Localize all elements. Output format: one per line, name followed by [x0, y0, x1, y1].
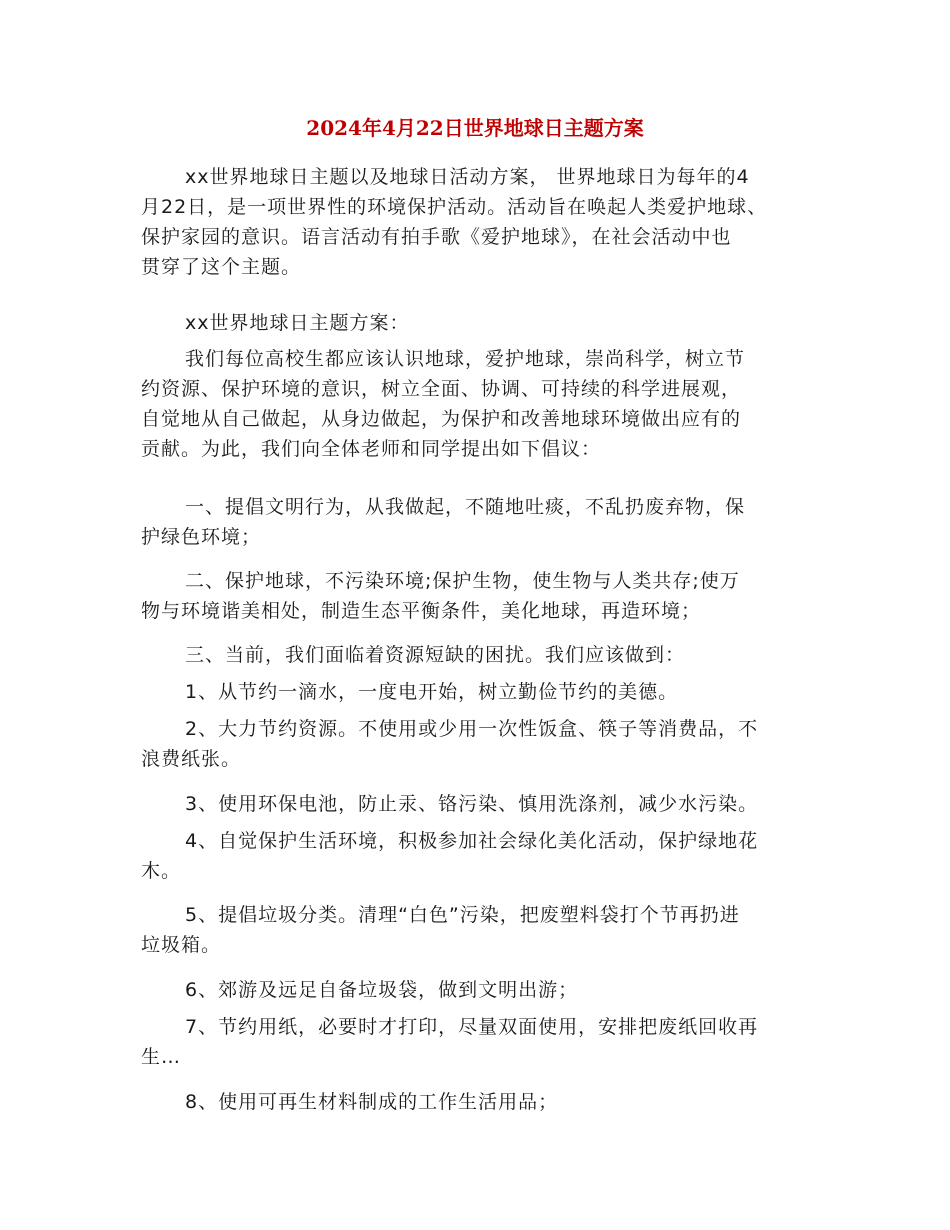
text-line: xx世界地球日主题方案： — [185, 312, 410, 334]
text-line: 6、郊游及远足自备垃圾袋，做到文明出游； — [185, 979, 579, 1001]
text-line: 三、当前，我们面临着资源短缺的困扰。我们应该做到： — [185, 644, 686, 666]
list-item-3 — [141, 789, 821, 819]
text-line: 2、大力节约资源。不使用或少用一次性饭盒、筷子等消费品，不 — [185, 718, 759, 740]
text-line: 贡献。为此，我们向全体老师和同学提出如下倡议： — [141, 438, 602, 460]
text-line: 浪费纸张。 — [141, 748, 242, 770]
list-item-6 — [141, 975, 821, 1005]
paragraph-initiative — [141, 344, 821, 464]
text-line: 8、使用可再生材料制成的工作生活用品； — [185, 1091, 559, 1113]
text-line: 3、使用环保电池，防止汞、铬污染、慎用洗涤剂，减少水污染。 — [185, 793, 759, 815]
paragraph-item-three — [141, 640, 821, 670]
text-line: 自觉地从自己做起，从身边做起，为保护和改善地球环境做出应有的 — [141, 408, 742, 430]
list-item-1 — [141, 677, 821, 707]
paragraph-item-one — [141, 492, 821, 552]
text-line: 7、节约用纸，必要时才打印，尽量双面使用，安排把废纸回收再 — [185, 1016, 759, 1038]
text-line: 约资源、保护环境的意识，树立全面、协调、可持续的科学进展观， — [141, 378, 742, 400]
list-item-2 — [141, 714, 821, 774]
text-line: 一、提倡文明行为，从我做起，不随地吐痰，不乱扔废弃物，保 — [185, 496, 746, 518]
list-item-4 — [141, 826, 821, 886]
text-line: 月22日，是一项世界性的环境保护活动。活动旨在唤起人类爱护地球、 — [141, 196, 768, 218]
text-line: 物与环境谐美相处，制造生态平衡条件，美化地球，再造环境； — [141, 600, 702, 622]
text-line: 1、从节约一滴水，一度电开始，树立勤俭节约的美德。 — [185, 681, 679, 703]
paragraph-item-two — [141, 566, 821, 626]
text-line: 二、保护地球，不污染环境;保护生物，使生物与人类共存;使万 — [185, 570, 740, 592]
text-line: 护绿色环境； — [141, 526, 262, 548]
text-line: 4、自觉保护生活环境，积极参加社会绿化美化活动，保护绿地花 — [185, 830, 759, 852]
list-item-8 — [141, 1087, 821, 1117]
list-item-5 — [141, 900, 821, 960]
text-line: 贯穿了这个主题。 — [141, 256, 302, 278]
paragraph-subheading — [141, 308, 821, 338]
text-line: 保护家园的意识。语言活动有拍手歌《爱护地球》，在社会活动中也 — [141, 226, 732, 248]
text-line: 生… — [141, 1046, 182, 1068]
paragraph-intro — [141, 162, 821, 282]
text-line: xx世界地球日主题以及地球日活动方案， 世界地球日为每年的4 — [185, 166, 750, 188]
text-line: 木。 — [141, 860, 182, 882]
document-title: 2024年4月22日世界地球日主题方案 — [306, 116, 644, 140]
text-line: 5、提倡垃圾分类。清理“白色”污染，把废塑料袋打个节再扔进 — [185, 904, 740, 926]
text-line: 垃圾箱。 — [141, 934, 222, 956]
list-item-7 — [141, 1012, 821, 1072]
text-line: 我们每位高校生都应该认识地球，爱护地球，崇尚科学，树立节 — [185, 348, 746, 370]
